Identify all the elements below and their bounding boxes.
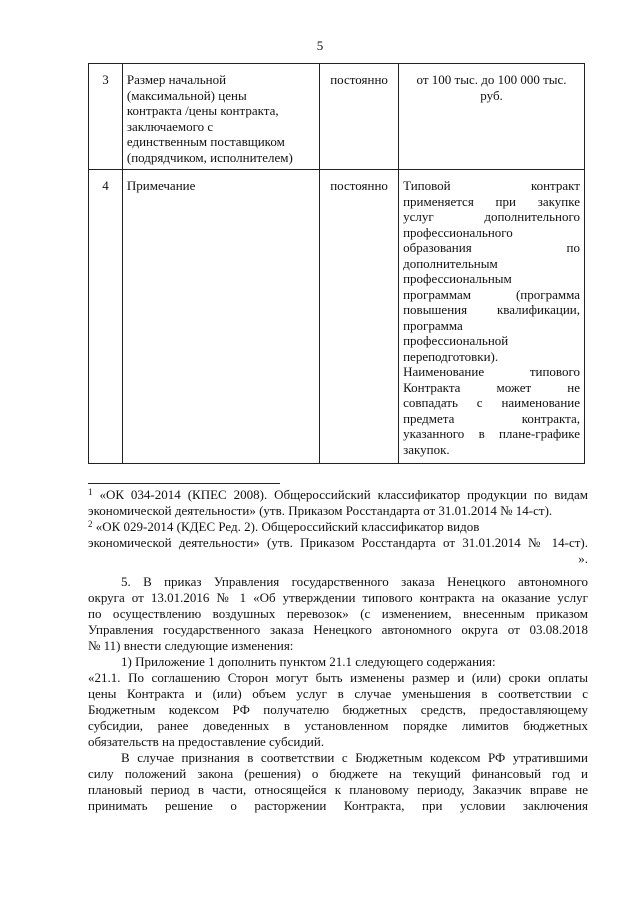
closing-quote: ». [578, 551, 588, 566]
text-line: руб. [480, 87, 503, 103]
text-line: «ОК 034-2014 (КПЕС 2008). Общероссийский классификатор продукции по видам [99, 487, 588, 502]
text-line: Наименование типового [403, 364, 580, 379]
text-line: силу положений закона (решения) о бюджете на текущий финансовый год и [88, 766, 588, 781]
text-line: 1) Приложение 1 дополнить пунктом 21.1 следующего содержания: [121, 654, 496, 669]
text-line: повышения квалификации, [403, 302, 580, 317]
row-value [399, 170, 585, 464]
footnote-2 [88, 519, 588, 535]
text-line: услуг дополнительного [403, 209, 580, 224]
requirements-table [88, 63, 585, 464]
text-line: дополнительным [403, 255, 498, 271]
page-number: 5 [316, 38, 324, 53]
text-line: Типовой контракт [403, 178, 580, 193]
table-row [89, 64, 585, 170]
text-line: В случае признания в соответствии с Бюджетным кодексом РФ утратившими [121, 750, 588, 765]
text-line: Бюджетным кодексом РФ получателю бюджетных средств, предоставляющему [88, 702, 588, 717]
text-line: (максимальной) цены [126, 87, 247, 103]
text-line: экономической деятельности» (утв. Приказом Росстандарта от 31.01.2014 № 14-ст). [88, 535, 588, 550]
footnotes [88, 487, 588, 567]
text-line: «21.1. По соглашению Сторон могут быть изменены размер и (или) сроки оплаты [88, 670, 588, 685]
text-line: программам (программа [403, 286, 580, 302]
text-line: экономической деятельности» (утв. Приказом Росстандарта от 31.01.2014 № 14-ст). [88, 503, 553, 518]
text-line: Примечание [126, 178, 196, 193]
text-line: «ОК 029-2014 (КДЕС Ред. 2). Общероссийский классификатор видов [95, 519, 480, 534]
text-line: (подрядчиком, исполнителем) [126, 149, 293, 165]
text-line: предмета контракта, [403, 410, 580, 426]
row-number: 4 [89, 170, 123, 464]
text-line: закупок. [403, 441, 450, 457]
footnote-mark: 1 [88, 487, 93, 497]
text-line: указанного в плане-графике [403, 426, 580, 441]
row-parameter-name [122, 64, 319, 170]
row-value [399, 64, 585, 170]
text-line: по осуществлению воздушных перевозок» (с изменением, внесенным приказом [88, 606, 588, 621]
text-line: профессионального [403, 224, 513, 240]
text-line: заключаемого с [126, 118, 214, 134]
text-line: № 11) внести следующие изменения: [88, 638, 294, 653]
text-line: единственным поставщиком [126, 134, 285, 149]
text-line: образования по [403, 240, 580, 255]
body-text [88, 574, 588, 814]
text-line: плановый период в части, относящейся к плановому периоду, Заказчик вправе не [88, 782, 588, 797]
text-line: от 100 тыс. до 100 000 тыс. [416, 72, 567, 87]
text-line: субсидии, ранее доведенных в установленном порядке лимитов бюджетных [88, 718, 588, 733]
footnote-1 [88, 487, 588, 503]
row-parameter-name [122, 170, 319, 464]
text-line: совпадать с наименование [403, 395, 580, 410]
text-line: принимать решение о расторжении Контракта, при условии заключения [88, 798, 588, 813]
row-period: постоянно [320, 170, 399, 464]
table-row [89, 170, 585, 464]
text-line: округа от 13.01.2016 № 1 «Об утверждении типового контракта на оказание услуг [88, 590, 588, 605]
row-number: 3 [89, 64, 123, 170]
text-line: применяется при закупке [403, 193, 580, 209]
footnote-separator [88, 483, 280, 484]
text-line: 5. В приказ Управления государственного заказа Ненецкого автономного [121, 574, 588, 589]
text-line: переподготовки). [403, 348, 499, 364]
footnote-mark: 2 [88, 519, 93, 529]
row-period: постоянно [320, 64, 399, 170]
text-line: профессиональным [403, 271, 512, 286]
text-line: программа [403, 317, 463, 333]
text-line: контракта /цены контракта, [126, 103, 279, 118]
text-line: Размер начальной [126, 72, 227, 87]
text-line: профессиональной [403, 333, 509, 348]
text-line: цены Контракта и (или) объем услуг в случае уменьшения в соответствии с [88, 686, 588, 701]
text-line: обязательств на предоставление субсидий. [88, 734, 325, 749]
text-line: Управления государственного заказа Ненецкого автономного округа от 03.08.2018 [88, 622, 588, 637]
text-line: Контракта может не [403, 379, 580, 395]
